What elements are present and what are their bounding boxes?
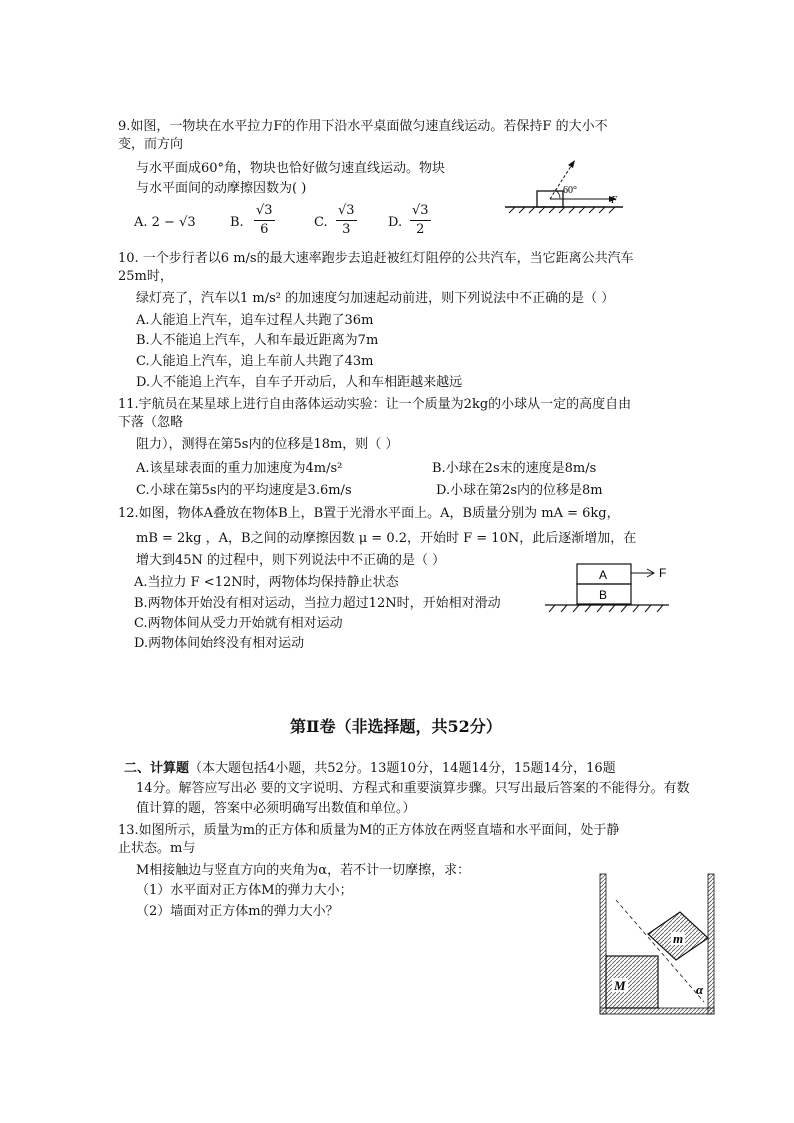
q12-label-f: F — [659, 566, 667, 580]
q13-figure — [600, 872, 720, 1017]
q9-d-denominator: 2 — [416, 222, 425, 237]
section-2-header-line-3: 值计算的题，答案中必须明确写出数值和单位。） — [136, 801, 416, 816]
q10-option-d: D.人不能追上汽车，自车子开动后，人和车相距越来越远 — [136, 375, 463, 390]
q9-option-d: D. — [388, 215, 403, 230]
q12-option-b: B.两物体开始没有相对运动，当拉力超过12N时，开始相对滑动 — [134, 596, 501, 611]
q10-option-a: A.人能追上汽车，追车过程人共跑了36m — [136, 313, 374, 328]
q9-b-numerator: √3 — [254, 202, 275, 221]
q9-line-2: 变，而方向 — [118, 137, 184, 152]
q12-line-3: 增大到45N 的过程中，则下列说法中不正确的是（ ） — [136, 553, 446, 568]
q9-line-3: 与水平面成60°角，物块也恰好做匀速直线运动。物块 — [136, 161, 446, 176]
q9-figure — [505, 155, 625, 215]
q13-label-M: M — [614, 978, 626, 993]
q13-line-2: 止状态。m与 — [118, 841, 196, 856]
q13-left-wall — [600, 874, 606, 1014]
q9-b-denominator: 6 — [260, 222, 269, 237]
q12-label-a: A — [599, 568, 608, 582]
q9-line-4: 与水平面间的动摩擦因数为( ) — [136, 181, 307, 196]
q10-line-3: 绿灯亮了，汽车以1 m/s² 的加速度匀加速起动前进，则下列说法中不正确的是（ ） — [136, 291, 615, 306]
q9-c-numerator: √3 — [336, 202, 357, 221]
section-2-header-line-1 — [124, 760, 616, 778]
q12-option-d: D.两物体间始终没有相对运动 — [134, 636, 305, 651]
q13-right-wall — [708, 874, 714, 1014]
q9-angle-label: 60° — [563, 185, 577, 196]
q13-line-3: M相接触边与竖直方向的夹角为α，若不计一切摩擦，求： — [136, 863, 471, 878]
q9-d-numerator: √3 — [410, 202, 431, 221]
section-2-header-line-2: 14分。解答应写出必 要的文字说明、方程式和重要演算步骤。只写出最后答案的不能得分。有数 — [136, 781, 690, 796]
q9-force-label: F — [611, 195, 618, 206]
q11-option-c: C.小球在第5s内的平均速度是3.6m/s — [136, 483, 352, 498]
q11-option-d: D.小球在第2s内的位移是8m — [436, 483, 603, 498]
q10-option-c: C.人能追上汽车，追上车前人共跑了43m — [136, 354, 374, 369]
q9-inclined-arrowhead — [568, 160, 575, 168]
q10-option-b: B.人不能追上汽车，人和车最近距离为7m — [136, 333, 379, 348]
q9-c-denominator: 3 — [342, 222, 351, 237]
q13-sub-2: （2）墙面对正方体m的弹力大小？ — [136, 904, 339, 919]
q13-line-1: 13.如图所示，质量为m的正方体和质量为M的正方体放在两竖直墙和水平面间，处于静 — [118, 823, 620, 838]
q11-option-b: B.小球在2s末的速度是8m/s — [432, 461, 597, 476]
q9-option-b-fraction — [254, 202, 275, 239]
q11-option-a: A.该星球表面的重力加速度为4m/s² — [136, 461, 343, 476]
q11-line-1: 11.宇航员在某星球上进行自由落体运动实验：让一个质量为2kg的小球从一定的高度自由 — [118, 397, 632, 412]
q13-label-m: m — [673, 931, 684, 946]
q12-figure — [545, 560, 675, 620]
q10-line-2: 25m时， — [118, 269, 173, 284]
q13-sub-1: （1）水平面对正方体M的弹力大小； — [136, 883, 353, 898]
q9-line-1: 9.如图，一物块在水平拉力F的作用下沿水平桌面做匀速直线运动。若保持F 的大小不 — [118, 119, 608, 134]
section-2-header-text-1: （本大题包括4小题，共52分。13题10分，14题14分，15题14分，16题 — [189, 761, 616, 776]
q12-option-c: C.两物体间从受力开始就有相对运动 — [134, 616, 343, 631]
q9-option-c-fraction — [336, 202, 357, 239]
q13-label-alpha: α — [696, 982, 704, 997]
q10-line-1: 10. 一个步行者以6 m/s的最大速率跑步去追赶被红灯阻停的公共汽车，当它距离公共汽车 — [118, 251, 634, 266]
q12-ground-hatch — [549, 605, 663, 612]
q12-option-a: A.当拉力 F <12N时，两物体均保持静止状态 — [134, 575, 399, 590]
q9-option-c: C. — [314, 215, 328, 230]
q9-option-d-fraction — [410, 202, 431, 239]
q9-option-a: A. 2 − √3 — [134, 215, 196, 230]
section-2-title: 第Ⅱ卷（非选择题，共52分） — [290, 717, 502, 736]
q11-line-2: 下落（忽略 — [118, 415, 184, 430]
q12-line-2: mB = 2kg ，A，B之间的动摩擦因数 μ = 0.2，开始时 F = 10N，此后逐渐增加，在 — [136, 531, 637, 546]
section-2-heading: 二、计算题 — [124, 761, 190, 776]
q9-option-b: B. — [230, 215, 244, 230]
q13-floor — [600, 1008, 714, 1014]
q9-ground-hatch — [509, 207, 615, 213]
q11-line-3: 阻力），测得在第5s内的位移是18m，则（ ） — [136, 437, 399, 452]
q12-label-b: B — [599, 588, 608, 602]
q12-line-1: 12.如图，物体A叠放在物体B上，B置于光滑水平面上。A，B质量分别为 mA = 6kg， — [118, 506, 620, 521]
